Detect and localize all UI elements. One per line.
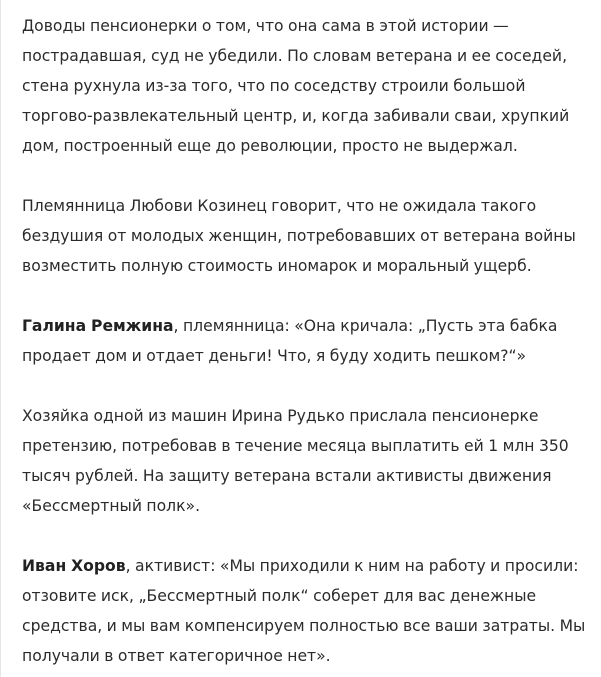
quote-paragraph [22,551,594,671]
article-paragraph [22,11,594,161]
quote-text: , племянница: «Она кричала: „Пусть эта бабка продает дом и отдает деньги! Что, я буду ходить пешком?“» [22,317,558,365]
paragraph-text: Хозяйка одной из машин Ирина Рудько прислала пенсионерке претензию, потребовав в течение месяца выплатить ей 1 млн 350 тысяч рублей. На защиту ветерана встали активисты движения «Бессмертный полк». [22,407,569,515]
left-border-line [0,0,1,677]
article-body [22,11,594,671]
speaker-name: Иван Хоров [22,557,126,575]
article-paragraph [22,401,594,521]
paragraph-text: Доводы пенсионерки о том, что она сама в этой истории — пострадавшая, суд не убедили. По словам ветерана и ее соседей, стена рухнула из-за того, что по соседству строили большой торгово-развлекательный центр, и, когда забивали сваи, хрупкий дом, построенный еще до революции, просто не выдержал. [22,17,570,155]
quote-paragraph [22,311,594,371]
paragraph-text: Племянница Любови Козинец говорит, что не ожидала такого бездушия от молодых женщин, потребовавших от ветерана войны возместить полную стоимость иномарок и моральный ущерб. [22,197,576,275]
article-paragraph [22,191,594,281]
quote-text: , активист: «Мы приходили к ним на работу и просили: отзовите иск, „Бессмертный полк“ соберет для вас денежные средства, и мы вам компенсируем полностью все ваши затраты. Мы получали в ответ категоричное нет». [22,557,586,665]
speaker-name: Галина Ремжина [22,317,174,335]
